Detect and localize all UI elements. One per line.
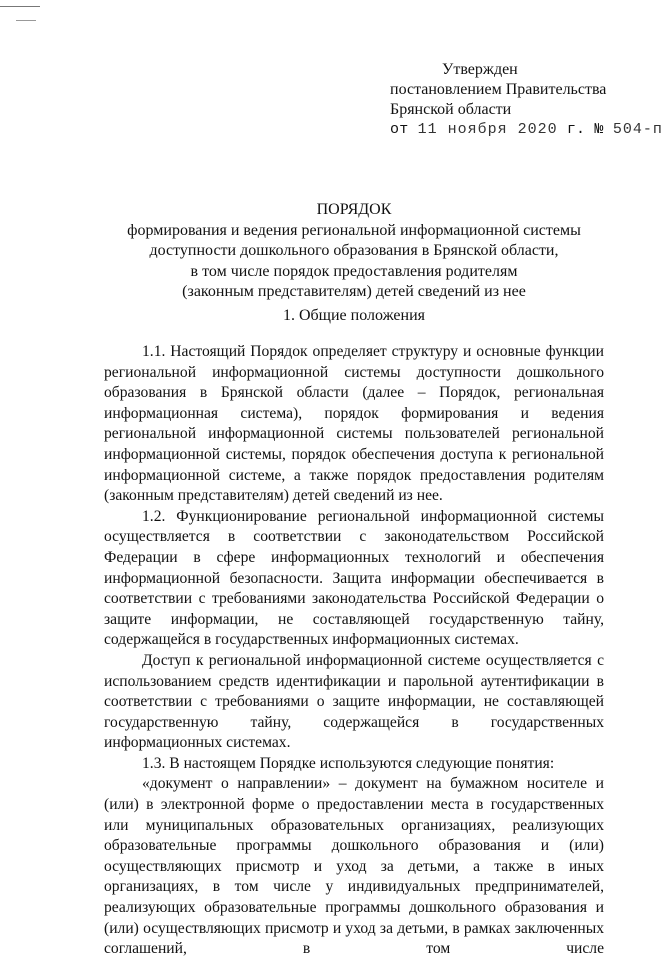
approval-date-line bbox=[390, 120, 663, 140]
handwritten-date: 11 ноября 2020 bbox=[417, 121, 558, 138]
title-line: доступности дошкольного образования в Брянской области, bbox=[149, 242, 559, 259]
paragraph-access: Доступ к региональной информационной системе осуществляется с использованием средств идентификации и парольной аутентификации в соответствии с требованиями о защите информации, не составляющей государственную тайну, содержащейся в государственных информационных системах. bbox=[104, 651, 604, 752]
approval-line-decree: постановлением Правительства bbox=[390, 81, 607, 98]
paragraph-definition: «документ о направлении» – документ на бумажном носителе и (или) в электронной форме о предоставлении места в государственных или муниципальных образовательных организациях, реализующих образовательные программы дошкольного образования и (или) осуществляющих присмотр и уход за детьми, а также в иных организациях, в том числе у индивидуальных предпринимателей, реализующих образовательные программы дошкольного образования и (или) осуществляющих присмотр и уход за детьми, в рамках заключенных соглашений, в том числе bbox=[104, 775, 604, 958]
handwritten-number: 504-п bbox=[612, 121, 663, 138]
title-line: в том числе порядок предоставления родителям bbox=[190, 262, 518, 280]
document-body bbox=[104, 342, 604, 960]
paragraph-1-2: 1.2. Функционирование региональной информационной системы осуществляется в соответствии с законодательством Российской Федерации в сфере информационных технологий и обеспечения информационной безопасности. Защита информации обеспечивается в соответствии с требованиями законодательства Российской Федерации о защите информации, не составляющей государственную тайну, содержащейся в государственных информационных системах. bbox=[104, 507, 604, 649]
number-sign: № bbox=[594, 121, 604, 138]
page-corner-mark bbox=[0, 0, 40, 7]
document-title bbox=[104, 200, 604, 303]
title-line: (законным представителям) детей сведений из нее bbox=[182, 283, 526, 300]
section-heading: 1. Общие положения bbox=[282, 307, 426, 324]
approval-line-approved: Утвержден bbox=[442, 61, 518, 78]
date-prefix: от bbox=[390, 121, 409, 138]
date-year-suffix: г. bbox=[566, 121, 586, 138]
approval-stamp bbox=[390, 60, 663, 140]
title-line: формирования и ведения региональной информационной системы bbox=[127, 221, 581, 239]
paragraph-1-3: 1.3. В настоящем Порядке используются следующие понятия: bbox=[142, 754, 555, 772]
title-heading: ПОРЯДОК bbox=[316, 201, 392, 218]
approval-line-region: Брянской области bbox=[390, 101, 512, 118]
page-corner-line bbox=[16, 20, 36, 21]
paragraph-1-1: 1.1. Настоящий Порядок определяет структуру и основные функции региональной информационной системы доступности дошкольного образования в Брянской области (далее – Порядок, региональная информационная система), порядок формирования и ведения региональной информационной системы пользователей региональной информационной системы, порядок обеспечения доступа к региональной информационной системе, а также порядок предоставления родителям (законным представителям) детей сведений из нее. bbox=[104, 343, 604, 505]
